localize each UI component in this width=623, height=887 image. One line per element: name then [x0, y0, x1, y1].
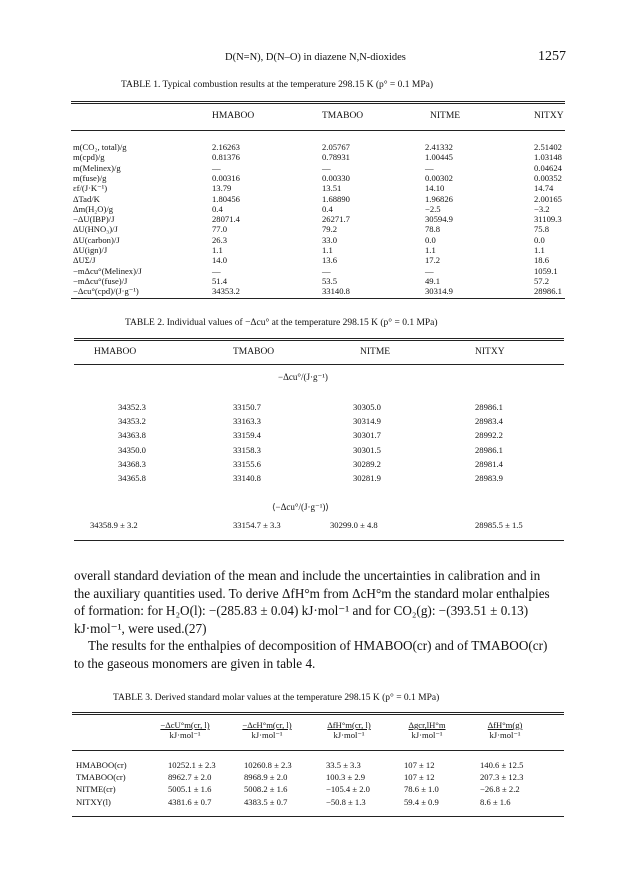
table-row — [0, 194, 623, 204]
table3-top-rule — [72, 712, 564, 715]
table-cell: 30305.0 — [353, 402, 381, 412]
table-cell: 0.78931 — [322, 152, 350, 163]
table-row — [0, 430, 623, 440]
table3-col-header — [470, 720, 540, 740]
row-label: −Δcu°(cpd)/(J·g⁻¹) — [73, 286, 139, 297]
header-top: −ΔcU°m(cr, l) — [160, 720, 210, 730]
table-cell: 4381.6 ± 0.7 — [168, 796, 212, 807]
table-cell: 2.00165 — [534, 193, 562, 204]
row-label: NITME(cr) — [76, 784, 116, 795]
table-cell: 28983.9 — [475, 473, 503, 483]
body-text — [74, 567, 554, 672]
table-cell: 1.1 — [212, 245, 223, 255]
table1-header-rule — [71, 130, 565, 131]
header-unit: kJ·mol⁻¹ — [489, 730, 521, 740]
table-cell: 1.96826 — [425, 193, 453, 204]
table-cell: 8968.9 ± 2.0 — [244, 772, 288, 783]
table-cell: 28981.4 — [475, 458, 503, 469]
table-row — [0, 416, 623, 426]
table-row — [0, 459, 623, 469]
table2-col-header: NITXY — [475, 347, 505, 357]
table1-bottom-rule — [71, 298, 565, 299]
table3-header-rule — [72, 750, 564, 751]
table-row — [0, 163, 623, 173]
header-unit: kJ·mol⁻¹ — [333, 730, 365, 740]
table-row — [0, 183, 623, 193]
table-cell: 14.10 — [425, 183, 445, 194]
table-cell: 33155.6 — [233, 458, 261, 469]
table-cell: 14.74 — [534, 183, 554, 194]
table-cell: 1.68890 — [322, 193, 350, 204]
table-cell: 0.4 — [212, 203, 223, 214]
table1-col-header: NITXY — [534, 111, 564, 121]
table3-col-header — [150, 720, 220, 740]
table-cell: 26271.7 — [322, 214, 350, 225]
table3-bottom-rule — [72, 816, 564, 817]
table-cell: 79.2 — [322, 224, 338, 235]
table-cell: 78.6 ± 1.0 — [404, 784, 439, 795]
table-cell: 59.4 ± 0.9 — [404, 796, 439, 807]
table-cell: 28986.1 — [475, 402, 503, 412]
table-cell: — — [322, 265, 331, 276]
table-cell: 34350.0 — [118, 444, 146, 455]
table1-col-header: TMABOO — [322, 111, 364, 121]
table-row — [0, 255, 623, 265]
table-cell: 34353.2 — [212, 286, 240, 297]
table-cell: 14.0 — [212, 255, 228, 266]
row-label: ΔU(ign)/J — [73, 245, 108, 255]
table-row — [0, 204, 623, 214]
table-cell: 1.1 — [534, 245, 545, 255]
table-cell: 17.2 — [425, 255, 441, 266]
table-row — [0, 286, 623, 296]
row-label: NITXY(l) — [76, 796, 111, 807]
table-cell: 26.3 — [212, 234, 228, 245]
table-cell: — — [322, 162, 331, 173]
header-top: −ΔcH°m(cr, l) — [242, 720, 292, 730]
row-label: TMABOO(cr) — [76, 772, 126, 783]
table-row — [0, 245, 623, 255]
row-label: ΔUΣ/J — [73, 255, 96, 266]
table-cell: 1.00445 — [425, 152, 453, 163]
table2-mean: 28985.5 ± 1.5 — [475, 520, 523, 530]
table3-col-header — [314, 720, 384, 740]
table-cell: 33163.3 — [233, 416, 261, 427]
table2-mean: 33154.7 ± 3.3 — [233, 520, 281, 530]
row-label: ΔTad/K — [73, 193, 100, 204]
table-cell: — — [425, 162, 434, 173]
table-row — [0, 235, 623, 245]
table-cell: 107 ± 12 — [404, 772, 435, 783]
table-cell: 0.00330 — [322, 172, 350, 183]
table-row — [0, 797, 623, 807]
table-row — [0, 760, 623, 770]
header-top: ΔfH°m(cr, l) — [327, 720, 371, 730]
table-cell: 34352.3 — [118, 402, 146, 412]
table-cell: 0.81376 — [212, 152, 240, 163]
table-cell: 1.1 — [322, 245, 333, 255]
row-label: ΔU(carbon)/J — [73, 234, 120, 245]
table-cell: 34365.8 — [118, 473, 146, 483]
table-cell: 0.0 — [534, 234, 545, 245]
table-cell: 2.05767 — [322, 142, 350, 152]
row-label: ΔU(HNO₃)/J — [73, 224, 118, 235]
table-row — [0, 214, 623, 224]
table2-means-row — [0, 520, 623, 530]
header-unit: kJ·mol⁻¹ — [169, 730, 201, 740]
table-row — [0, 402, 623, 412]
row-label: −mΔcu°(fuse)/J — [73, 275, 128, 286]
table-cell: 34363.8 — [118, 430, 146, 441]
table-cell: 2.51402 — [534, 142, 562, 152]
table-cell: 28986.1 — [534, 286, 562, 297]
table3-col-header — [232, 720, 302, 740]
body-paragraph: The results for the enthalpies of decomposition of HMABOO(cr) and of TMABOO(cr) to the gaseous monomers are given in table 4. — [74, 638, 548, 671]
table-cell: 30314.9 — [353, 416, 381, 427]
table-cell: 33.0 — [322, 234, 338, 245]
table-cell: 100.3 ± 2.9 — [326, 772, 366, 783]
table-cell: 51.4 — [212, 275, 228, 286]
table2-unit-label: −Δcu°/(J·g⁻¹) — [278, 372, 328, 382]
table-cell: 0.04624 — [534, 162, 562, 173]
table2-mean: 34358.9 ± 3.2 — [90, 520, 138, 530]
table-cell: 31109.3 — [534, 214, 562, 225]
table-cell: 13.79 — [212, 183, 232, 194]
row-label: m(cpd)/g — [73, 152, 105, 163]
table-cell: 107 ± 12 — [404, 760, 435, 770]
table-row — [0, 152, 623, 162]
table-cell: 30301.5 — [353, 444, 381, 455]
table-cell: 78.8 — [425, 224, 441, 235]
table-row — [0, 772, 623, 782]
table1-caption: TABLE 1. Typical combustion results at the temperature 298.15 K (p° = 0.1 MPa) — [121, 80, 434, 90]
table-cell: 57.2 — [534, 275, 550, 286]
table-cell: 28983.4 — [475, 416, 503, 427]
table-cell: 0.00352 — [534, 172, 562, 183]
table-cell: — — [212, 162, 221, 173]
row-label: εf/(J·K⁻¹) — [73, 183, 108, 194]
table1-top-rule — [71, 101, 565, 104]
table3-caption: TABLE 3. Derived standard molar values at the temperature 298.15 K (p° = 0.1 MPa) — [113, 693, 440, 703]
header-top: ΔfH°m(g) — [487, 720, 523, 730]
table-cell: 2.16263 — [212, 142, 240, 152]
table2-mean-label: ⟨−Δcu°/(J·g⁻¹)⟩ — [272, 502, 329, 512]
table1-col-header: NITME — [430, 111, 461, 121]
table2-col-header: NITME — [360, 347, 391, 357]
table-cell: — — [212, 265, 221, 276]
table-row — [0, 224, 623, 234]
table-cell: 207.3 ± 12.3 — [480, 772, 524, 783]
table-cell: 8.6 ± 1.6 — [480, 796, 511, 807]
table-row — [0, 276, 623, 286]
table-cell: 13.6 — [322, 255, 338, 266]
table-cell: 77.0 — [212, 224, 228, 235]
table-cell: 34368.3 — [118, 458, 146, 469]
table2-header-rule — [74, 364, 564, 365]
table-cell: 18.6 — [534, 255, 550, 266]
table-cell: −26.8 ± 2.2 — [480, 784, 520, 795]
table-cell: 10252.1 ± 2.3 — [168, 760, 216, 770]
table2-col-header: HMABOO — [94, 347, 137, 357]
table-row — [0, 784, 623, 794]
table-row — [0, 445, 623, 455]
table-cell: −50.8 ± 1.3 — [326, 796, 366, 807]
row-label: −ΔU(IBP)/J — [73, 214, 115, 225]
table-cell: 1.80456 — [212, 193, 240, 204]
table-cell: −2.5 — [425, 203, 441, 214]
table-cell: 34353.2 — [118, 416, 146, 427]
table-cell: 33158.3 — [233, 444, 261, 455]
row-label: m(fuse)/g — [73, 172, 107, 183]
table2-mean: 30299.0 ± 4.8 — [330, 520, 378, 530]
table-cell: 5005.1 ± 1.6 — [168, 784, 212, 795]
table-cell: 140.6 ± 12.5 — [480, 760, 524, 770]
table3-col-header — [392, 720, 462, 740]
table-cell: 5008.2 ± 1.6 — [244, 784, 288, 795]
table2-col-header: TMABOO — [233, 347, 275, 357]
table-cell: 33159.4 — [233, 430, 261, 441]
table-cell: — — [425, 265, 434, 276]
table-row — [0, 473, 623, 483]
row-label: m(CO₂, total)/g — [73, 142, 127, 152]
table2-top-rule — [74, 338, 564, 341]
table-cell: 0.0 — [425, 234, 436, 245]
table-cell: 49.1 — [425, 275, 441, 286]
table-cell: 1059.1 — [534, 265, 558, 276]
table-cell: 33.5 ± 3.3 — [326, 760, 361, 770]
table-cell: 1.03148 — [534, 152, 562, 163]
running-head: D(N=N), D(N–O) in diazene N,N-dioxides — [225, 52, 406, 63]
table-cell: 4383.5 ± 0.7 — [244, 796, 288, 807]
table-cell: 33140.8 — [322, 286, 350, 297]
table-cell: 33140.8 — [233, 473, 261, 483]
table2-caption: TABLE 2. Individual values of −Δcu° at the temperature 298.15 K (p° = 0.1 MPa) — [125, 318, 438, 328]
row-label: Δm(H₂O)/g — [73, 203, 114, 214]
table-cell: 8962.7 ± 2.0 — [168, 772, 212, 783]
header-unit: kJ·mol⁻¹ — [411, 730, 443, 740]
table-cell: −105.4 ± 2.0 — [326, 784, 370, 795]
table-cell: 30314.9 — [425, 286, 453, 297]
table-cell: 28986.1 — [475, 444, 503, 455]
row-label: −mΔcu°(Melinex)/J — [73, 265, 142, 276]
table2-bottom-rule — [74, 540, 564, 541]
table-cell: 0.00316 — [212, 172, 240, 183]
header-unit: kJ·mol⁻¹ — [251, 730, 283, 740]
table-row — [0, 266, 623, 276]
page-number: 1257 — [538, 49, 566, 64]
table-cell: 0.00302 — [425, 172, 453, 183]
table-row — [0, 142, 623, 152]
row-label: HMABOO(cr) — [76, 760, 127, 770]
table-cell: 30301.7 — [353, 430, 381, 441]
table-cell: 0.4 — [322, 203, 333, 214]
table-row — [0, 173, 623, 183]
table-cell: 75.8 — [534, 224, 550, 235]
table-cell: 30594.9 — [425, 214, 453, 225]
table1-col-header: HMABOO — [212, 111, 255, 121]
table-cell: 28071.4 — [212, 214, 240, 225]
table-cell: 13.51 — [322, 183, 342, 194]
header-top: Δgcr,lH°m — [408, 720, 446, 730]
table-cell: 28992.2 — [475, 430, 503, 441]
table-cell: 2.41332 — [425, 142, 453, 152]
table-cell: 10260.8 ± 2.3 — [244, 760, 292, 770]
row-label: m(Melinex)/g — [73, 162, 121, 173]
table-cell: 53.5 — [322, 275, 338, 286]
table-cell: 33150.7 — [233, 402, 261, 412]
body-paragraph: overall standard deviation of the mean and include the uncertainties in calibration and in the auxiliary quantities used. To derive ΔfH°m from ΔcH°m the standard molar enthalpies of formation: for H₂O(l): −(285.83 ± 0.04) kJ·mol⁻¹ and for CO₂(g): −(393.51 ± 0.13) kJ·mol⁻¹, were used.(27) — [74, 568, 550, 636]
table-cell: −3.2 — [534, 203, 550, 214]
table-cell: 30281.9 — [353, 473, 381, 483]
table-cell: 1.1 — [425, 245, 436, 255]
table-cell: 30289.2 — [353, 458, 381, 469]
